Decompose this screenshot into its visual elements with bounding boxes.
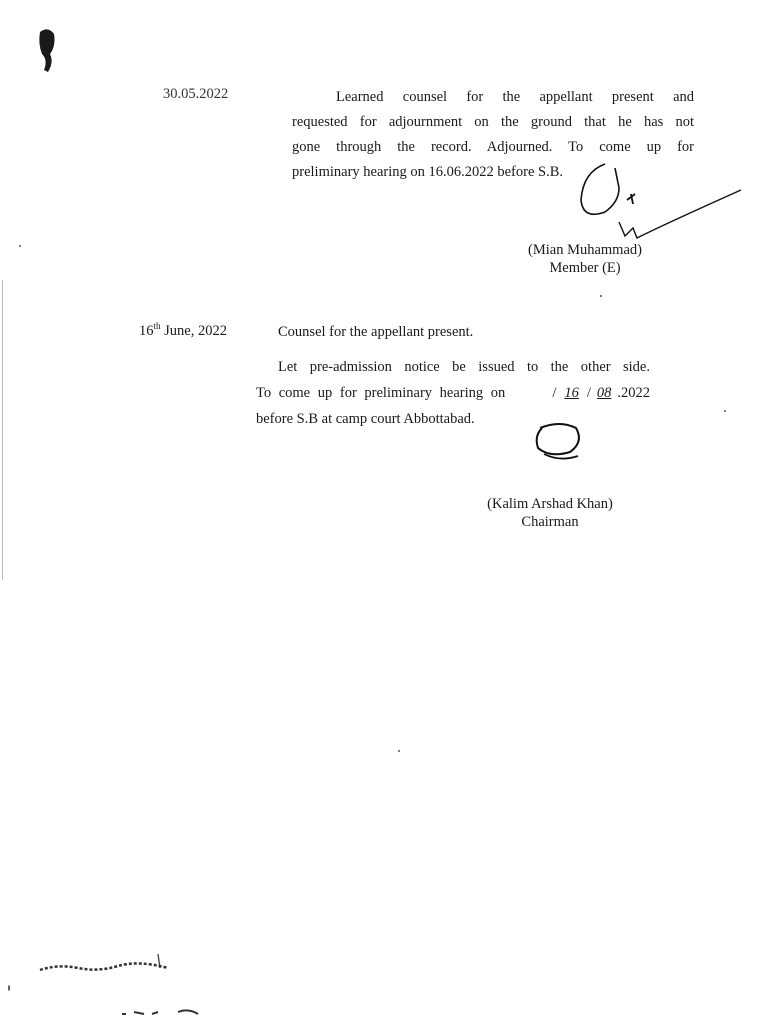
entry-1-line-2: requested for adjournment on the ground that he has not — [292, 114, 694, 130]
entry-2-date — [139, 321, 227, 340]
entry-2-date-day: 16 — [139, 322, 154, 339]
entry-2-hearing-date: / 16 / 08 .2022 — [552, 385, 650, 401]
entry-2-date-suffix: th — [153, 321, 161, 331]
scan-smudge-icon — [38, 950, 178, 980]
entry-2-date-rest: June, 2022 — [160, 322, 227, 339]
printed-year: .2022 — [617, 385, 650, 401]
entry-2-signatory-name: (Kalim Arshad Khan) — [487, 496, 613, 512]
entry-2-line-3-prefix: To come up for preliminary hearing on — [256, 385, 506, 401]
entry-1-signatory-title: Member (E) — [549, 260, 621, 276]
scan-smudge-bottom-icon — [118, 1004, 228, 1022]
entry-2-signatory — [470, 495, 630, 531]
entry-1-signatory — [500, 241, 670, 277]
entry-2-line-1: Counsel for the appellant present. — [278, 324, 474, 340]
entry-2-body — [256, 354, 650, 432]
entry-2-line-3 — [256, 380, 650, 406]
scan-blot-icon — [34, 26, 62, 78]
left-edge-line — [2, 280, 3, 580]
entry-2-line-2: Let pre-admission notice be issued to the other side. — [278, 359, 650, 375]
scan-speck — [19, 245, 21, 247]
scan-speck — [724, 410, 726, 412]
chairman-signature-icon — [530, 420, 590, 464]
entry-1-line-3: gone through the record. Adjourned. To come up for — [292, 139, 694, 155]
entry-1-line-1: Learned counsel for the appellant present and — [336, 89, 694, 105]
entry-2-signatory-title: Chairman — [521, 514, 579, 530]
scan-speck — [398, 750, 400, 752]
entry-2-line-4: before S.B at camp court Abbottabad. — [256, 411, 475, 427]
handwritten-month: 08 — [596, 385, 612, 401]
handwritten-day: 16 — [564, 385, 579, 401]
member-signature-icon — [575, 162, 745, 242]
entry-1-signatory-name: (Mian Muhammad) — [528, 242, 642, 258]
scan-speck — [8, 985, 10, 991]
scan-speck — [600, 295, 602, 297]
entry-1-line-4: preliminary hearing on 16.06.2022 before S.B. — [292, 164, 564, 180]
entry-1-date: 30.05.2022 — [163, 86, 229, 102]
